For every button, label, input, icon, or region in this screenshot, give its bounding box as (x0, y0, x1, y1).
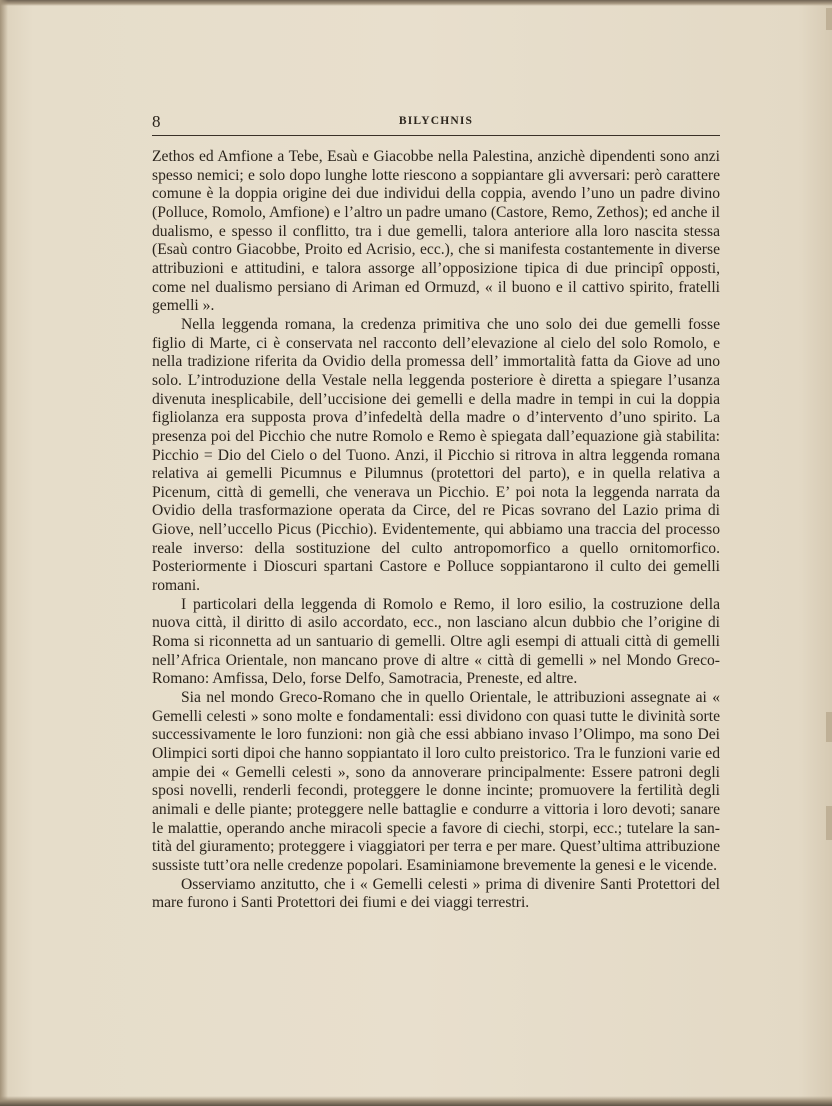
header-rule (152, 135, 720, 136)
article-body (152, 148, 720, 913)
paragraph: Osserviamo anzitutto, che i « Gemelli celesti » prima di divenire Santi Protettori del mare furono i Santi Protettori dei fiumi e dei viaggi terrestri. (152, 875, 720, 912)
paragraph: Zethos ed Amfione a Tebe, Esaù e Giacobbe nella Palestina, anzichè dipendenti sono anzi spesso nemici; e solo dopo lunghe lotte riescono a soppiantare gli avversari: però carattere comune è la doppia origine dei due individui della coppia, avendo l’uno un padre divino (Polluce, Romolo, Amfione) e l’altro un padre umano (Castore, Remo, Zethos); ed anche il dualismo, e spesso il conflitto, tra i due gemelli, talora anteriore alla loro nascita stessa (Esaù contro Giacobbe, Proito ed Acrisio, ecc.), che si manifesta costantemente in diverse attribuzioni e attitudini, e talora assorge all’opposizione tipica di due principî opposti, come nel dualismo persiano di Ariman ed Ormuzd, « il buono e il cattivo spirito, fratelli gemelli ». (152, 148, 720, 315)
page-header (152, 112, 720, 134)
page-number: 8 (152, 112, 161, 131)
page-edge-tab (826, 8, 832, 30)
paragraph: Nella leggenda romana, la credenza primitiva che uno solo dei due gemelli fosse figlio di Marte, ci è conservata nel racconto dell’elevazione al cielo del solo Romolo, e nella tradizione riferita da Ovidio della promessa dell’ immortalità fatta da Giove ad uno solo. L’introduzione della Vestale nella leggenda posteriore è diretta a spiegare l’usanza divenuta inesplicabile, dell’uccisione dei gemelli e della madre in tempi in cui la doppia figliolanza era supposta prova d’infedeltà della madre o d’intervento d’uno spirito. La presenza poi del Picchio che nutre Romolo e Remo è spiegata dall’equazione già stabilita: Picchio = Dio del Cielo o del Tuono. Anzi, il Picchio si ritrova in altra leggenda romana relativa ai gemelli Picumnus e Pilumnus (protettori del parto), e in quella relativa a Picenum, città di gemelli, che venerava un Picchio. E’ poi nota la leggenda narrata da Ovidio della trasformazione operata da Circe, del re Picas sovrano del Lazio prima di Giove, nell’uccello Picus (Picchio). Evidentemente, qui abbiamo una traccia del processo reale inverso: della sostituzione del culto antropomorfico a quello ornitomorfico. Posteriormente i Dioscuri spartani Castore e Polluce soppiantarono il culto dei gemelli romani. (152, 315, 720, 595)
page-edge-tab (826, 712, 832, 742)
page-bottom-edge (0, 1096, 832, 1106)
paragraph: I particolari della leggenda di Romolo e Remo, il loro esilio, la costruzione della nuova città, il diritto di asilo accordato, ecc., non lasciano alcun dubbio che l’origine di Roma si riconnetta ad un santuario di gemelli. Oltre agli esempi di attuali città di gemelli nell’Africa Orientale, non mancano prove di altre « città di gemelli » nel Mondo Greco-Romano: Amfissa, Delo, forse Delfo, Samotracia, Preneste, ed altre. (152, 595, 720, 688)
page-left-edge (0, 0, 8, 1106)
page-top-edge (0, 0, 832, 6)
page-edge-tab (826, 806, 832, 840)
running-title: BILYCHNIS (398, 115, 474, 127)
paragraph: Sia nel mondo Greco-Romano che in quello Orientale, le attribuzioni assegnate ai « Gemelli celesti » sono molte e fondamentali: essi dividono con quasi tutte le divinità sorte successivamente le loro funzioni: non già che essi abbiano invaso l’Olimpo, ma sono Dei Olimpici sorti dipoi che hanno soppiantato il loro culto preistorico. Tra le funzioni varie ed ampie dei « Gemelli celesti », sono da annoverare principalmente: Essere patroni degli sposi novelli, renderli fecondi, proteggere le donne incinte; promuovere la fertilità degli animali e delle piante; proteggere nelle battaglie e condurre a vittoria i loro devoti; sanare le malattie, operando anche miracoli specie a favore di ciechi, storpi, ecc.; tutelare la santità del giuramento; proteggere i viaggiatori per terra e per mare. Quest’ultima attribuzione sussiste tutt’ora nelle credenze popolari. Esaminiamone brevemente la genesi e le vicende. (152, 689, 720, 874)
